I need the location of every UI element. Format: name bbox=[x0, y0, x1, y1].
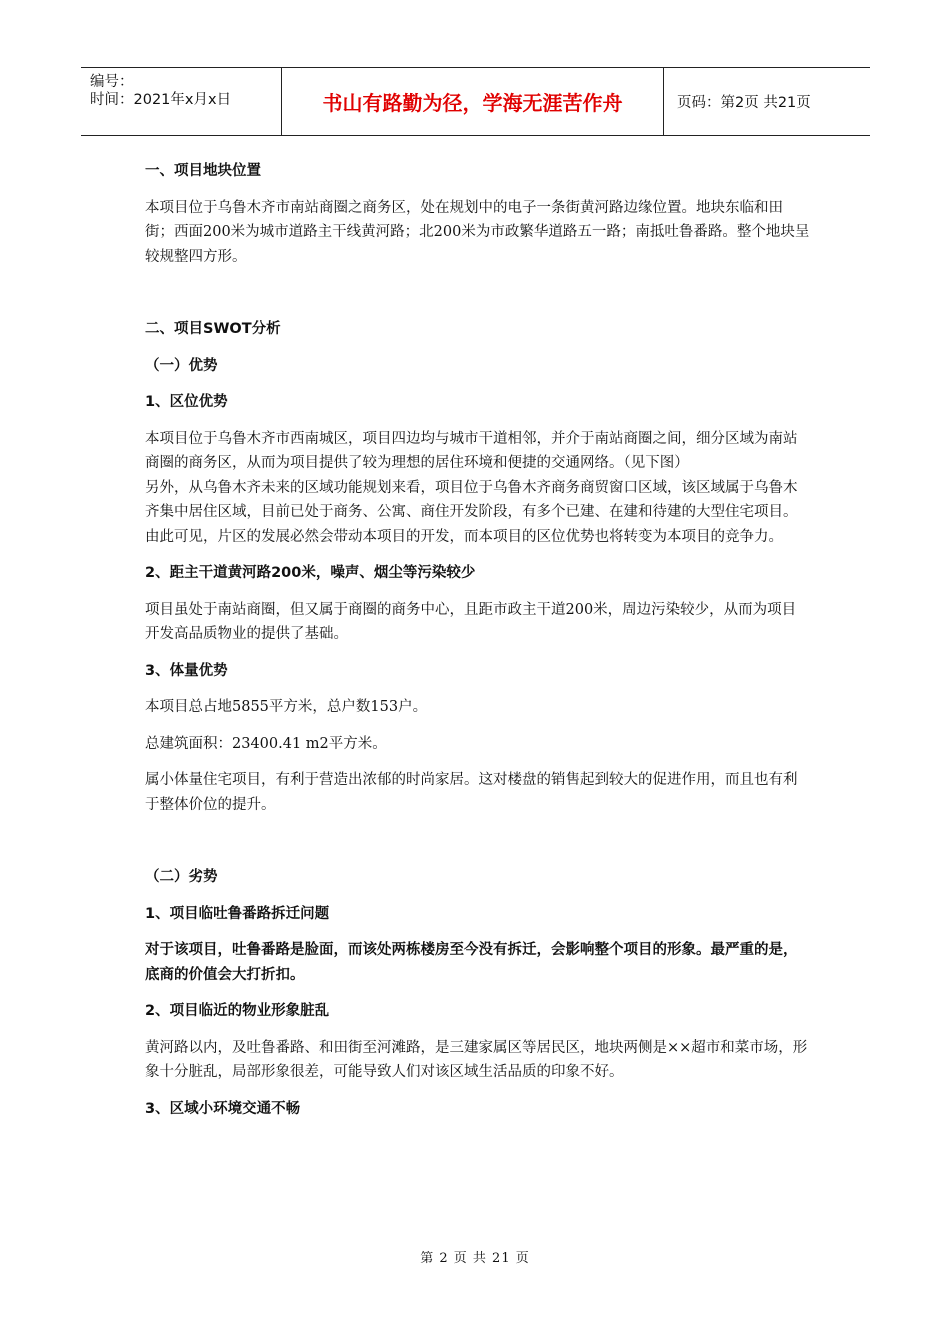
item-title: 1、项目临吐鲁番路拆迁问题 bbox=[145, 905, 330, 922]
page-info-text: 页码：第2页 共21页 bbox=[677, 95, 811, 111]
paragraph: 黄河路以内，及吐鲁番路、和田街至河滩路，是三建家属区等居民区，地块两侧是××超市和菜市场，形象十分脏乱，局部形象很差，可能导致人们对该区域生活品质的印象不好。 bbox=[145, 1039, 808, 1080]
page-header bbox=[81, 67, 870, 136]
document-time-label: 时间：2021年x月x日 bbox=[90, 92, 232, 108]
document-body bbox=[145, 159, 810, 1121]
paragraph: 另外，从乌鲁木齐未来的区域功能规划来看，项目位于乌鲁木齐商务商贸窗口区域，该区域属于乌鲁木齐集中居住区域，目前已处于商务、公寓、商住开发阶段，有多个已建、在建和待建的大型住宅项目。 bbox=[145, 479, 798, 520]
section-title: 一、项目地块位置 bbox=[145, 163, 261, 179]
subsection-title: （一）优势 bbox=[145, 357, 218, 374]
paragraph: 属小体量住宅项目，有利于营造出浓郁的时尚家居。这对楼盘的销售起到较大的促进作用，而且也有利于整体价位的提升。 bbox=[145, 772, 798, 813]
item-title: 3、区域小环境交通不畅 bbox=[145, 1100, 301, 1117]
header-motto bbox=[281, 67, 664, 136]
paragraph-bold: 对于该项目，吐鲁番路是脸面，而该处两栋楼房至今没有拆迁，会影响整个项目的形象。最严重的是，底商的价值会大打折扣。 bbox=[145, 942, 798, 983]
item-title: 3、体量优势 bbox=[145, 662, 228, 679]
paragraph: 本项目总占地5855平方米，总户数153户。 bbox=[145, 699, 428, 715]
item-title: 1、区位优势 bbox=[145, 394, 228, 410]
paragraph: 项目虽处于南站商圈，但又属于商圈的商务中心，且距市政主干道200米，周边污染较少，从而为项目开发高品质物业的提供了基础。 bbox=[145, 601, 797, 642]
header-page-info bbox=[664, 68, 870, 135]
item-title: 2、项目临近的物业形象脏乱 bbox=[145, 1003, 330, 1019]
section-title: 二、项目SWOT分析 bbox=[145, 321, 281, 337]
paragraph: 本项目位于乌鲁木齐市西南城区，项目四边均与城市干道相邻，并介于南站商圈之间，细分区域为南站商圈的商务区，从而为项目提供了较为理想的居住环境和便捷的交通网络。（见下图） bbox=[145, 430, 798, 471]
motto-text: 书山有路勤为径，学海无涯苦作舟 bbox=[322, 91, 623, 115]
subsection-title: （二）劣势 bbox=[145, 869, 218, 885]
page-footer: 第 2 页 共 21 页 bbox=[420, 1251, 530, 1266]
header-meta bbox=[81, 68, 281, 135]
document-number-label: 编号： bbox=[90, 74, 134, 90]
paragraph: 由此可见，片区的发展必然会带动本项目的开发，而本项目的区位优势也将转变为本项目的竞争力。 bbox=[145, 528, 783, 545]
paragraph: 本项目位于乌鲁木齐市南站商圈之商务区，处在规划中的电子一条街黄河路边缘位置。地块东临和田街；西面200米为城市道路主干线黄河路；北200米为市政繁华道路五一路；南抵吐鲁番路。整个地块呈较规整四方形。 bbox=[145, 199, 810, 265]
item-title: 2、距主干道黄河路200米，噪声、烟尘等污染较少 bbox=[145, 565, 476, 581]
paragraph: 总建筑面积：23400.41 m2平方米。 bbox=[145, 735, 387, 752]
